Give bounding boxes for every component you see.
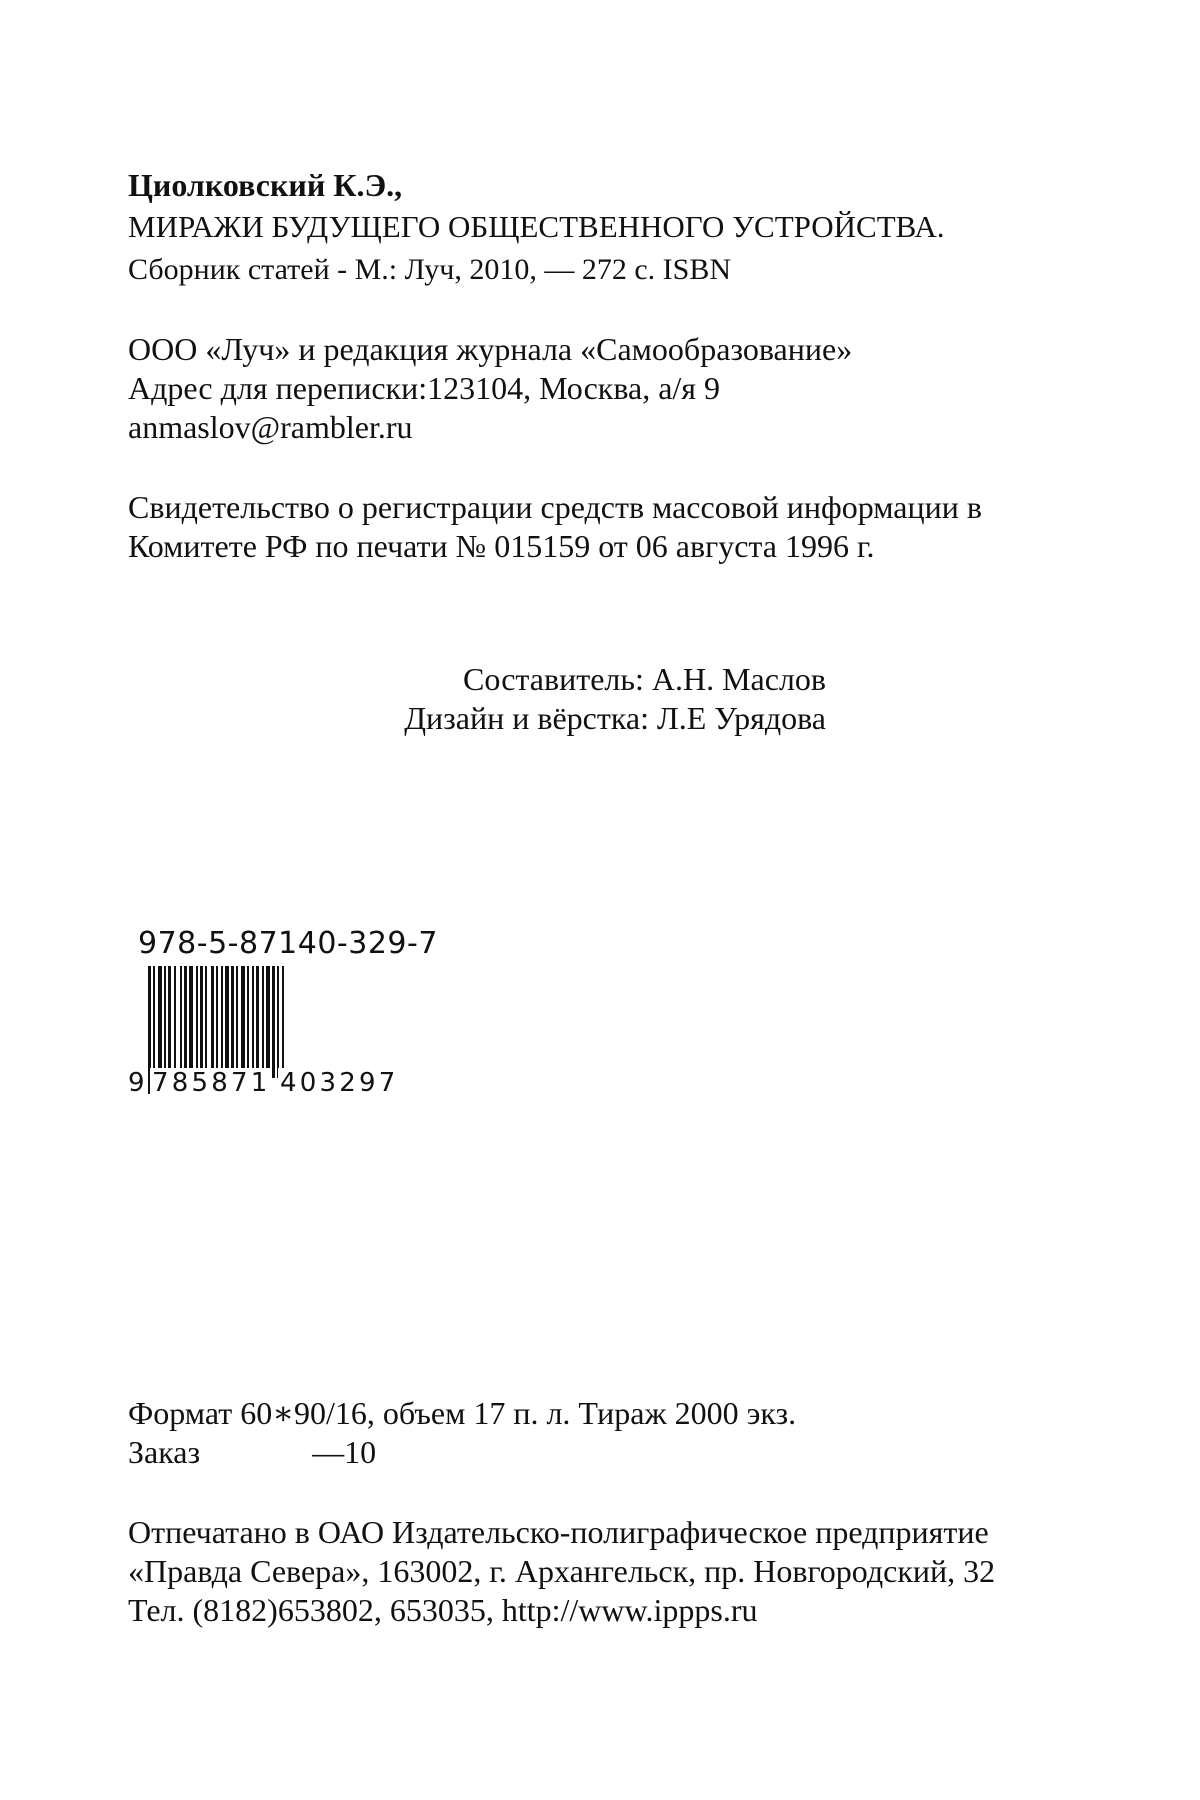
registration-line-2: Комитете РФ по печати № 015159 от 06 августа 1996 г. xyxy=(128,528,875,564)
publisher-email: anmaslov@rambler.ru xyxy=(128,409,413,445)
barcode-bar xyxy=(256,966,259,1078)
barcode-digits-right: 403297 xyxy=(280,1068,399,1098)
format-info: Формат 60∗90/16, объем 17 п. л. Тираж 2000 экз. xyxy=(128,1395,797,1431)
barcode-bar xyxy=(174,966,176,1078)
barcode-bar xyxy=(196,966,198,1078)
barcode-digit-first: 9 xyxy=(128,1068,148,1098)
barcode-bar xyxy=(211,966,214,1078)
printer-block xyxy=(128,1513,1088,1630)
barcode-bar xyxy=(236,966,238,1078)
barcode-bar xyxy=(158,966,162,1078)
barcode-bar xyxy=(266,966,270,1078)
barcode-bar xyxy=(184,966,187,1078)
bibliographic-header xyxy=(128,166,1088,289)
author-name: Циолковский К.Э., xyxy=(128,167,403,203)
barcode-bar xyxy=(180,966,182,1078)
isbn-number: 978-5-87140-329-7 xyxy=(138,926,438,961)
barcode-bar xyxy=(164,966,166,1078)
barcode-bar xyxy=(262,966,264,1078)
barcode-bar xyxy=(241,966,245,1078)
barcode-digits-left: 785871 xyxy=(152,1068,271,1098)
barcode-bar xyxy=(189,966,193,1078)
barcode-bar xyxy=(225,966,229,1078)
print-info-block xyxy=(128,1394,1088,1472)
order-label: Заказ xyxy=(128,1434,201,1470)
order-line xyxy=(128,1433,1088,1472)
credits-block xyxy=(404,660,826,738)
book-title: МИРАЖИ БУДУЩЕГО ОБЩЕСТВЕННОГО УСТРОЙСТВА. xyxy=(128,209,945,244)
isbn-barcode xyxy=(128,926,438,1136)
barcode-bar xyxy=(200,966,203,1078)
design-credit: Дизайн и вёрстка: Л.Е Урядова xyxy=(404,700,826,736)
printer-line-2: «Правда Севера», 163002, г. Архангельск, пр. Новгородский, 32 xyxy=(128,1553,996,1589)
printer-line-1: Отпечатано в ОАО Издательско-полиграфическое предприятие xyxy=(128,1514,989,1550)
barcode-bar xyxy=(247,966,249,1078)
collection-info: Сборник статей - М.: Луч, 2010, — 272 с. ISBN xyxy=(128,253,731,286)
order-value: —10 xyxy=(312,1434,377,1470)
barcode-bar xyxy=(277,966,279,1078)
barcode-bar xyxy=(272,966,275,1078)
registration-line-1: Свидетельство о регистрации средств массовой информации в xyxy=(128,489,982,525)
registration-block xyxy=(128,488,1088,566)
barcode-bar xyxy=(252,966,254,1078)
publisher-block xyxy=(128,330,1088,447)
publisher-name: ООО «Луч» и редакция журнала «Самообразование» xyxy=(128,331,853,367)
barcode-bar xyxy=(231,966,234,1078)
publisher-address: Адрес для переписки:123104, Москва, а/я 9 xyxy=(128,370,721,406)
barcode-bar xyxy=(168,966,171,1078)
printer-line-3: Тел. (8182)653802, 653035, http://www.ippps.ru xyxy=(128,1592,758,1628)
barcode-bar xyxy=(205,966,207,1078)
compiler-credit: Составитель: А.Н. Маслов xyxy=(463,661,826,697)
